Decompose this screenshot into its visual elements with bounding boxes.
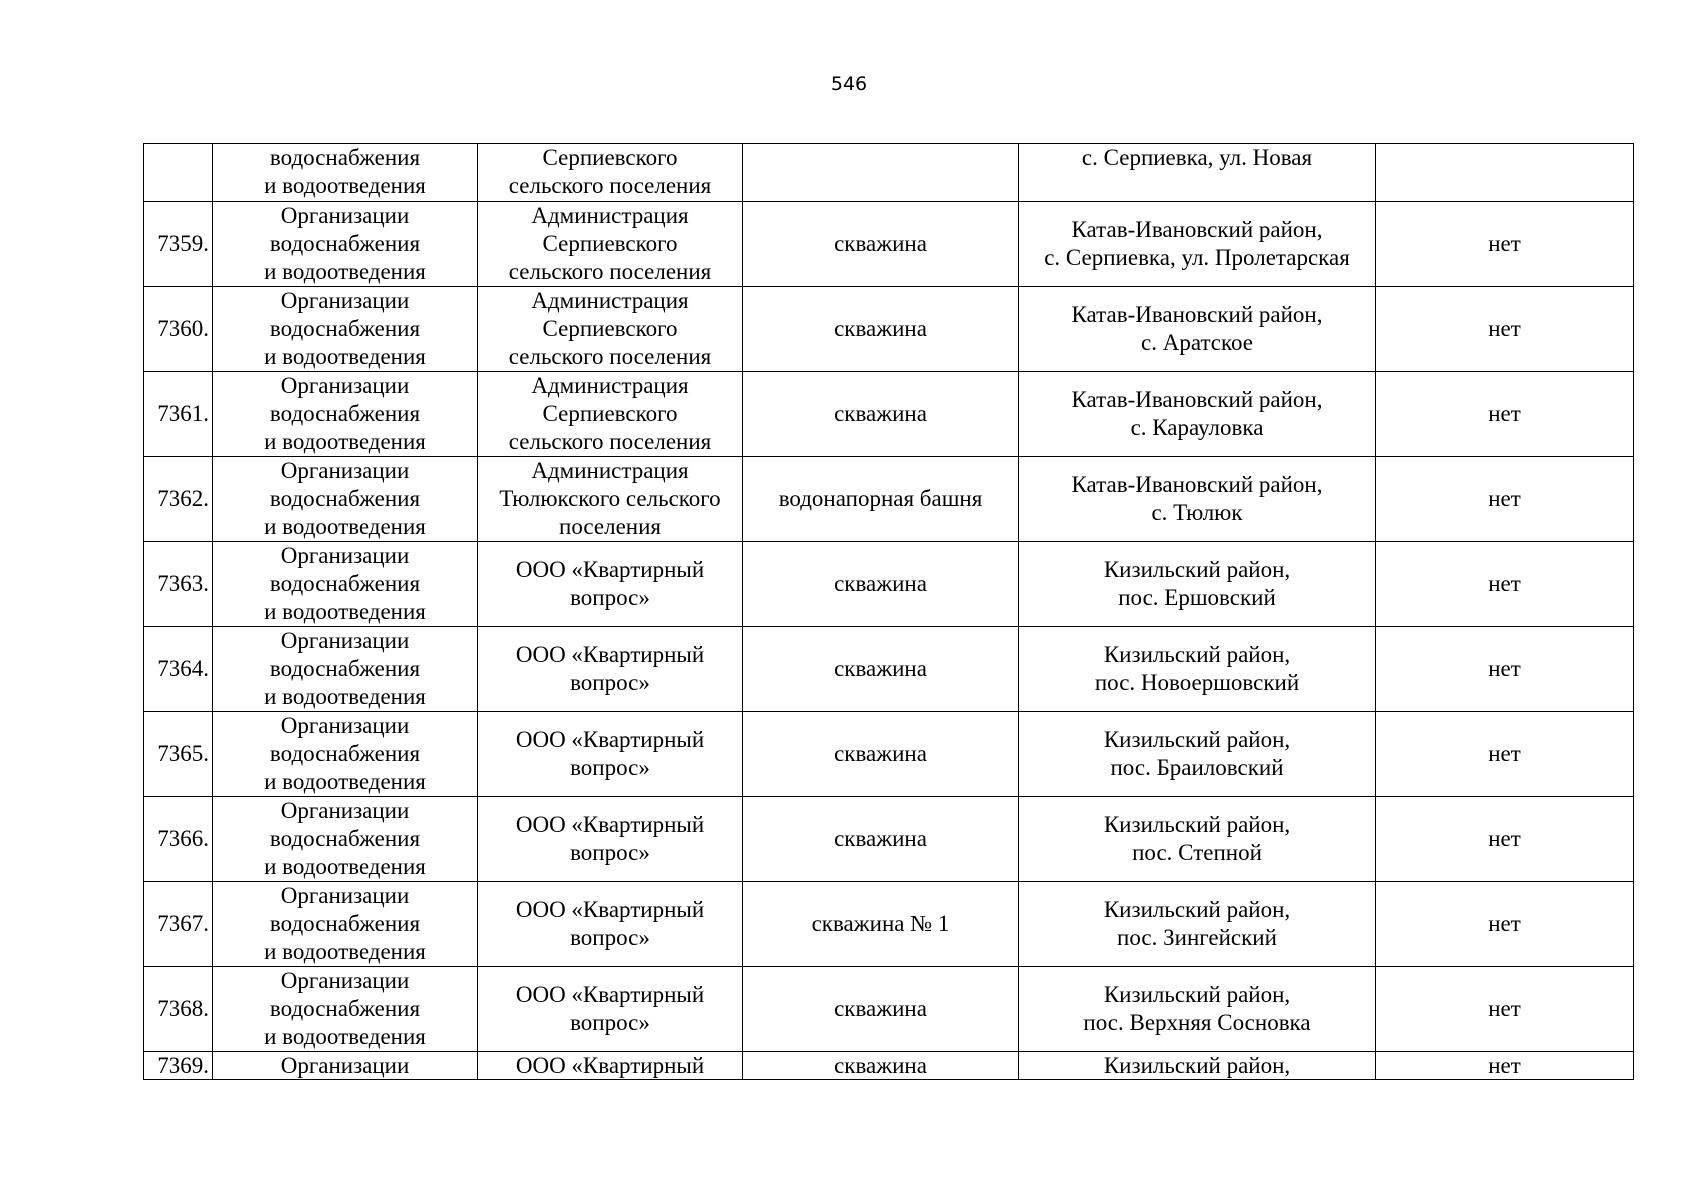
cell-address — [1019, 712, 1376, 797]
cell-line: Организации — [280, 628, 410, 653]
cell-line: водоснабжения — [269, 571, 421, 596]
cell-line: сельского поселения — [508, 344, 712, 369]
cell-line: Катав-Ивановский район, — [1071, 302, 1323, 327]
cell-organization-type — [213, 797, 478, 882]
cell-number: 7360. — [144, 287, 213, 372]
cell-line: и водоотведения — [264, 599, 426, 624]
table-row — [144, 627, 1634, 712]
cell-flag: нет — [1376, 882, 1634, 967]
cell-owner — [478, 967, 743, 1052]
cell-flag: нет — [1376, 287, 1634, 372]
cell-number — [144, 144, 213, 202]
cell-line: вопрос» — [570, 670, 650, 695]
cell-line: ООО «Квартирный — [515, 727, 705, 752]
cell-line: водоснабжения — [269, 826, 421, 851]
cell-number: 7359. — [144, 202, 213, 287]
cell-line: Кизильский район, — [1103, 727, 1291, 752]
cell-address — [1019, 1052, 1376, 1080]
cell-line: вопрос» — [570, 840, 650, 865]
table-row — [144, 372, 1634, 457]
cell-line: ООО «Квартирный — [515, 1052, 705, 1078]
cell-line: Катав-Ивановский район, — [1071, 217, 1323, 242]
cell-object: скважина № 1 — [743, 882, 1019, 967]
cell-organization-type — [213, 287, 478, 372]
cell-number: 7364. — [144, 627, 213, 712]
cell-flag: нет — [1376, 372, 1634, 457]
cell-line: водоснабжения — [269, 401, 421, 426]
cell-owner — [478, 457, 743, 542]
cell-line: сельского поселения — [508, 429, 712, 454]
cell-owner — [478, 372, 743, 457]
cell-line: с. Аратское — [1141, 330, 1253, 355]
cell-line: вопрос» — [570, 925, 650, 950]
cell-line: водоснабжения — [269, 911, 421, 936]
cell-line: Катав-Ивановский район, — [1071, 472, 1323, 497]
cell-line: Кизильский район, — [1103, 557, 1291, 582]
cell-organization-type — [213, 457, 478, 542]
cell-line: и водоотведения — [264, 769, 426, 794]
cell-number: 7362. — [144, 457, 213, 542]
cell-owner — [478, 1052, 743, 1080]
registry-table-body — [144, 144, 1634, 1080]
cell-line: ООО «Квартирный — [515, 982, 705, 1007]
cell-line: вопрос» — [570, 755, 650, 780]
cell-address — [1019, 372, 1376, 457]
cell-line: поселения — [559, 514, 661, 539]
table-row — [144, 882, 1634, 967]
cell-flag: нет — [1376, 797, 1634, 882]
cell-address — [1019, 542, 1376, 627]
table-row — [144, 797, 1634, 882]
table-row — [144, 457, 1634, 542]
cell-organization-type — [213, 627, 478, 712]
cell-line: и водоотведения — [264, 429, 426, 454]
cell-line: водоснабжения — [269, 145, 421, 170]
cell-address — [1019, 967, 1376, 1052]
cell-line: с. Тюлюк — [1151, 500, 1243, 525]
cell-line: ООО «Квартирный — [515, 812, 705, 837]
cell-line: ООО «Квартирный — [515, 557, 705, 582]
cell-object: скважина — [743, 202, 1019, 287]
cell-object: скважина — [743, 287, 1019, 372]
cell-address — [1019, 457, 1376, 542]
cell-object: скважина — [743, 372, 1019, 457]
cell-line: пос. Верхняя Сосновка — [1083, 1010, 1311, 1035]
cell-owner — [478, 542, 743, 627]
cell-line: и водоотведения — [264, 1024, 426, 1049]
cell-number: 7361. — [144, 372, 213, 457]
cell-line: Организации — [280, 373, 410, 398]
cell-line: Кизильский район, — [1103, 897, 1291, 922]
cell-line: пос. Ершовский — [1118, 585, 1276, 610]
cell-line: Организации — [280, 458, 410, 483]
cell-flag: нет — [1376, 542, 1634, 627]
cell-address — [1019, 144, 1376, 202]
cell-line: сельского поселения — [508, 173, 712, 198]
cell-line: ООО «Квартирный — [515, 897, 705, 922]
cell-line: водоснабжения — [269, 656, 421, 681]
cell-number: 7369. — [144, 1052, 213, 1080]
table-row — [144, 712, 1634, 797]
cell-address — [1019, 202, 1376, 287]
cell-organization-type — [213, 144, 478, 202]
table-row — [144, 202, 1634, 287]
cell-organization-type — [213, 202, 478, 287]
cell-line: с. Серпиевка, ул. Пролетарская — [1044, 245, 1350, 270]
cell-line: вопрос» — [570, 1010, 650, 1035]
cell-line: сельского поселения — [508, 259, 712, 284]
cell-line: Кизильский район, — [1103, 812, 1291, 837]
cell-number: 7366. — [144, 797, 213, 882]
cell-flag: нет — [1376, 457, 1634, 542]
cell-object: скважина — [743, 712, 1019, 797]
cell-object — [743, 144, 1019, 202]
cell-line: пос. Зингейский — [1117, 925, 1277, 950]
cell-owner — [478, 627, 743, 712]
cell-organization-type — [213, 372, 478, 457]
cell-object: водонапорная башня — [743, 457, 1019, 542]
cell-owner — [478, 882, 743, 967]
table-row — [144, 542, 1634, 627]
cell-line: водоснабжения — [269, 741, 421, 766]
cell-line: вопрос» — [570, 585, 650, 610]
cell-line: Организации — [280, 798, 410, 823]
cell-line: Кизильский район, — [1103, 1052, 1291, 1078]
cell-line: пос. Новоершовский — [1094, 670, 1300, 695]
table-row-truncated — [144, 1052, 1634, 1080]
cell-owner — [478, 202, 743, 287]
cell-owner — [478, 144, 743, 202]
cell-address — [1019, 797, 1376, 882]
cell-line: пос. Браиловский — [1110, 755, 1284, 780]
cell-address — [1019, 627, 1376, 712]
cell-line: Кизильский район, — [1103, 642, 1291, 667]
cell-line: Организации — [280, 288, 410, 313]
cell-line: и водоотведения — [264, 854, 426, 879]
cell-line: Серпиевского — [542, 316, 678, 341]
cell-owner — [478, 712, 743, 797]
cell-line: Катав-Ивановский район, — [1071, 387, 1323, 412]
cell-object: скважина — [743, 627, 1019, 712]
cell-line: Администрация — [531, 373, 689, 398]
cell-line: Тюлюкского сельского — [499, 486, 721, 511]
cell-line: Организации — [280, 968, 410, 993]
cell-line: водоснабжения — [269, 231, 421, 256]
cell-organization-type — [213, 967, 478, 1052]
registry-table — [143, 143, 1634, 1080]
cell-line: с. Серпиевка, ул. Новая — [1081, 145, 1313, 170]
cell-organization-type — [213, 542, 478, 627]
cell-object: скважина — [743, 967, 1019, 1052]
cell-line: Администрация — [531, 203, 689, 228]
cell-number: 7363. — [144, 542, 213, 627]
table-row — [144, 967, 1634, 1052]
cell-line: водоснабжения — [269, 486, 421, 511]
cell-line: водоснабжения — [269, 996, 421, 1021]
cell-line: Администрация — [531, 458, 689, 483]
cell-line: и водоотведения — [264, 344, 426, 369]
cell-owner — [478, 287, 743, 372]
cell-line: ООО «Квартирный — [515, 642, 705, 667]
cell-address — [1019, 882, 1376, 967]
cell-line: Серпиевского — [542, 401, 678, 426]
cell-object: скважина — [743, 1052, 1019, 1080]
cell-number: 7368. — [144, 967, 213, 1052]
cell-flag: нет — [1376, 712, 1634, 797]
cell-line: и водоотведения — [264, 259, 426, 284]
cell-line: Серпиевского — [542, 231, 678, 256]
cell-object: скважина — [743, 797, 1019, 882]
cell-owner — [478, 797, 743, 882]
cell-line: Серпиевского — [542, 145, 678, 170]
cell-flag — [1376, 144, 1634, 202]
cell-line: и водоотведения — [264, 514, 426, 539]
table-row-continued — [144, 144, 1634, 202]
cell-line: Организации — [280, 1052, 410, 1078]
cell-organization-type — [213, 882, 478, 967]
cell-flag: нет — [1376, 967, 1634, 1052]
cell-flag: нет — [1376, 202, 1634, 287]
page-number: 546 — [830, 73, 868, 95]
cell-line: Организации — [280, 883, 410, 908]
cell-line: Организации — [280, 713, 410, 738]
table-row — [144, 287, 1634, 372]
cell-object: скважина — [743, 542, 1019, 627]
cell-address — [1019, 287, 1376, 372]
cell-organization-type — [213, 712, 478, 797]
cell-line: водоснабжения — [269, 316, 421, 341]
cell-line: с. Карауловка — [1130, 415, 1264, 440]
cell-flag: нет — [1376, 627, 1634, 712]
cell-organization-type — [213, 1052, 478, 1080]
cell-line: пос. Степной — [1132, 840, 1262, 865]
cell-line: Организации — [280, 543, 410, 568]
cell-line: и водоотведения — [264, 939, 426, 964]
cell-line: Кизильский район, — [1103, 982, 1291, 1007]
cell-line: Организации — [280, 203, 410, 228]
cell-line: и водоотведения — [264, 173, 426, 198]
cell-number: 7367. — [144, 882, 213, 967]
cell-number: 7365. — [144, 712, 213, 797]
cell-line: и водоотведения — [264, 684, 426, 709]
cell-flag: нет — [1376, 1052, 1634, 1080]
cell-line: Администрация — [531, 288, 689, 313]
